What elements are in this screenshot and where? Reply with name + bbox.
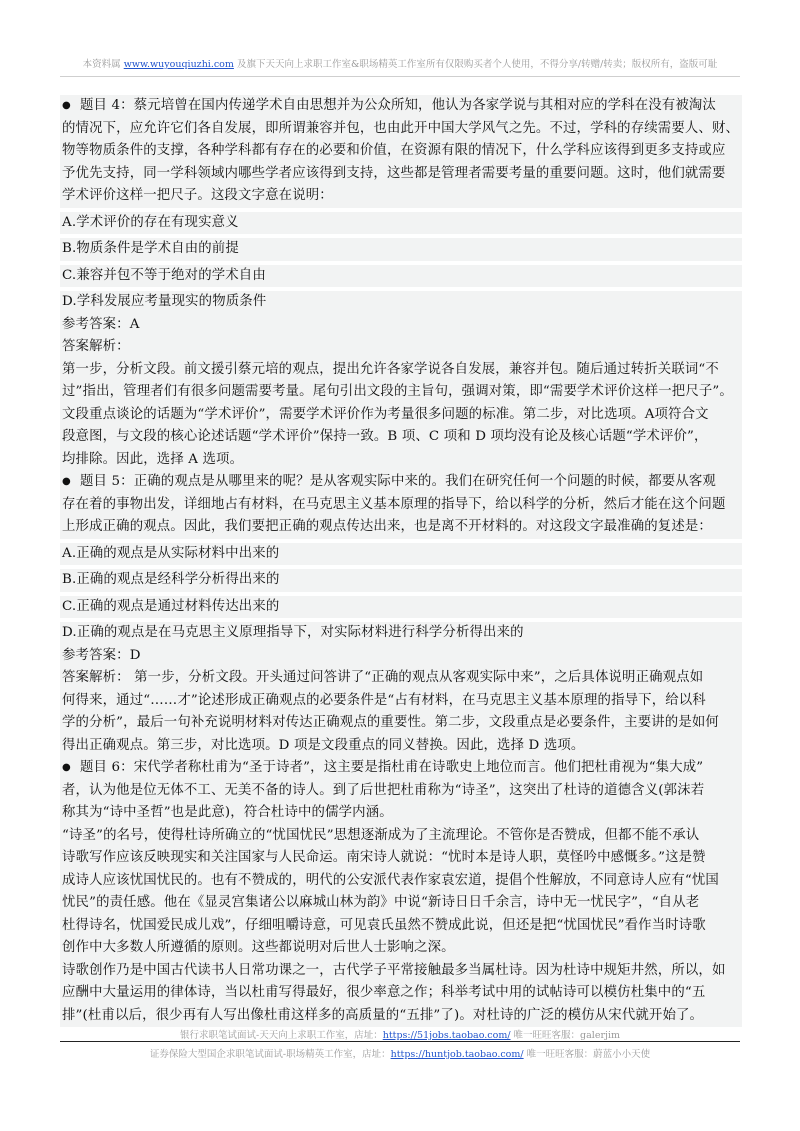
page-header xyxy=(60,56,740,70)
q5-answer: 参考答案：D xyxy=(60,645,742,668)
q4-stem-line: 学术评价这样一把尺子。这段文字意在说明： xyxy=(60,185,742,208)
footer-divider xyxy=(60,1041,740,1042)
q5-stem-line: 存在着的事物出发，详细地占有材料，在马克思主义基本原理的指导下，给以科学的分析，然后才能在这个问题 xyxy=(60,494,742,517)
header-prefix: 本资料属 xyxy=(82,59,124,70)
q5-analysis-line: 学的分析”，最后一句补充说明材料对传达正确观点的重要性。第二步，文段重点是必要条件，主要讲的是如何 xyxy=(60,712,742,735)
header-divider xyxy=(60,76,740,77)
bullet-icon: ● xyxy=(62,476,71,487)
q4-analysis-line: 文段重点谈论的话题为“学术评价”，需要学术评价作为考量很多问题的标准。第二步，对比选项。A项符合文 xyxy=(60,404,742,427)
bullet-icon: ● xyxy=(62,100,71,111)
q4-option-d: D.学科发展应考量现实的物质条件 xyxy=(60,291,742,314)
q4-analysis-line: 过”指出，管理者们有很多问题需要考量。尾句引出文段的主旨句，强调对策，即“需要学术评价这样一把尺子”。 xyxy=(60,381,742,404)
q6-stem-line: ● 题目 6：宋代学者称杜甫为“圣于诗者”，这主要是指杜甫在诗歌史上地位而言。他们把杜甫视为“集大成” xyxy=(60,757,742,780)
q4-stem-line: 的情况下，应允许它们各自发展，即所谓兼容并包，也由此开中国大学风气之先。不过，学科的存续需要人、财、 xyxy=(60,118,742,141)
q6-stem-line: 称其为“诗中圣哲”也是此意)，符合杜诗中的儒学内涵。 xyxy=(60,802,742,825)
q4-option-b: B.物质条件是学术自由的前提 xyxy=(60,238,742,261)
footer-line-2 xyxy=(60,1046,740,1060)
q6-stem-line: 应酬中大量运用的律体诗，当以杜甫写得最好，很少率意之作；科举考试中用的试帖诗可以模仿杜集中的“五 xyxy=(60,982,742,1005)
q6-stem-line: 者，认为他是位无体不工、无美不备的诗人。到了后世把杜甫称为“诗圣”，这突出了杜诗的道德含义(郭沫若 xyxy=(60,780,742,803)
footer-link-huntjob[interactable]: https://huntjob.taobao.com/ xyxy=(390,1049,524,1060)
header-link[interactable]: www.wuyouqiuzhi.com xyxy=(123,59,234,70)
q5-option-c: C.正确的观点是通过材料传达出来的 xyxy=(60,596,742,619)
q6-stem-line: “诗圣”的名号，使得杜诗所确立的“忧国忧民”思想逐渐成为了主流理论。不管你是否赞成，但都不能不承认 xyxy=(60,825,742,848)
q6-stem-line: 诗歌写作应该反映现实和关注国家与人民命运。南宋诗人就说：“忧时本是诗人职，莫怪吟中感慨多。”这是赞 xyxy=(60,847,742,870)
q5-option-d: D.正确的观点是在马克思主义原理指导下，对实际材料进行科学分析得出来的 xyxy=(60,622,742,645)
q5-stem-line: ● 题目 5：正确的观点是从哪里来的呢？是从客观实际中来的。我们在研究任何一个问题的时候，都要从客观 xyxy=(60,471,742,494)
q6-stem-line: 排”(杜甫以后，很少再有人写出像杜甫这样多的高质量的“五排”了)。对杜诗的广泛的模仿从宋代就开始了。 xyxy=(60,1005,742,1028)
q6-stem-line: 忧民”的责任感。他在《显灵宫集诸公以麻城山林为韵》中说“新诗日日千余言，诗中无一忧民字”，“自从老 xyxy=(60,892,742,915)
q5-analysis-line: 答案解析： 第一步，分析文段。开头通过问答讲了“正确的观点从客观实际中来”，之后具体说明正确观点如 xyxy=(60,667,742,690)
q5-stem-line: 上形成正确的观点。因此，我们要把正确的观点传达出来，也是离不开材料的。对这段文字最准确的复述是： xyxy=(60,516,742,539)
bullet-icon: ● xyxy=(62,762,71,773)
document-body xyxy=(60,95,742,1027)
q6-stem-line: 杜得诗名，忧国爱民成儿戏”，仔细咀嚼诗意，可见袁氏虽然不赞成此说，但还是把“忧国忧民”看作当时诗歌 xyxy=(60,915,742,938)
footer-text: 唯一旺旺客服：蔚蓝小小天使 xyxy=(523,1049,651,1060)
q4-analysis-label: 答案解析： xyxy=(60,336,742,359)
q6-stem-line: 创作中大多数人所遵循的原则。这些都说明对后世人士影响之深。 xyxy=(60,937,742,960)
footer-text: 银行求职笔试面试-天天向上求职工作室，店址： xyxy=(180,1030,383,1041)
q4-option-a: A.学术评价的存在有现实意义 xyxy=(60,212,742,235)
q4-analysis-line: 第一步，分析文段。前文援引蔡元培的观点，提出允许各家学说各自发展，兼容并包。随后通过转折关联词“不 xyxy=(60,359,742,382)
q4-answer: 参考答案：A xyxy=(60,314,742,337)
footer-link-51jobs[interactable]: https://51jobs.taobao.com/ xyxy=(382,1030,511,1041)
q4-stem-line: 予优先支持，同一学科领域内哪些学者应该得到支持，这些都是管理者需要考量的重要问题。这时，他们就需要 xyxy=(60,163,742,186)
q4-stem-line: 物等物质条件的支撑，各种学科都有存在的必要和价值，在资源有限的情况下，什么学科应该得到更多支持或应 xyxy=(60,140,742,163)
q5-option-b: B.正确的观点是经科学分析得出来的 xyxy=(60,569,742,592)
q6-stem-line: 成诗人应该忧国忧民的。也有不赞成的，明代的公安派代表作家袁宏道，提倡个性解放，不同意诗人应有“忧国 xyxy=(60,870,742,893)
footer-line-1 xyxy=(60,1027,740,1041)
q5-option-a: A.正确的观点是从实际材料中出来的 xyxy=(60,543,742,566)
q4-analysis-line: 段意图，与文段的核心论述话题“学术评价”保持一致。B 项、C 项和 D 项均没有论及核心话题“学术评价”， xyxy=(60,426,742,449)
q4-stem-line: ● 题目 4：蔡元培曾在国内传递学术自由思想并为公众所知，他认为各家学说与其相对应的学科在没有被淘汰 xyxy=(60,95,742,118)
q5-analysis-line: 何得来，通过“……才”论述形成正确观点的必要条件是“占有材料，在马克思主义基本原理的指导下，给以科 xyxy=(60,690,742,713)
q4-option-c: C.兼容并包不等于绝对的学术自由 xyxy=(60,265,742,288)
q5-analysis-line: 得出正确观点。第三步，对比选项。D 项是文段重点的同义替换。因此，选择 D 选项。 xyxy=(60,735,742,758)
q4-analysis-line: 均排除。因此，选择 A 选项。 xyxy=(60,449,742,472)
header-suffix: 及旗下天天向上求职工作室&职场精英工作室所有仅限购买者个人使用，不得分享/转赠/转卖；版权所有，盗版可耻 xyxy=(233,59,718,70)
footer-text: 唯一旺旺客服：galerjim xyxy=(510,1030,620,1041)
q6-stem-line: 诗歌创作乃是中国古代读书人日常功课之一，古代学子平常接触最多当属杜诗。因为杜诗中规矩井然，所以，如 xyxy=(60,960,742,983)
footer-text: 证券保险大型国企求职笔试面试-职场精英工作室，店址： xyxy=(149,1049,391,1060)
